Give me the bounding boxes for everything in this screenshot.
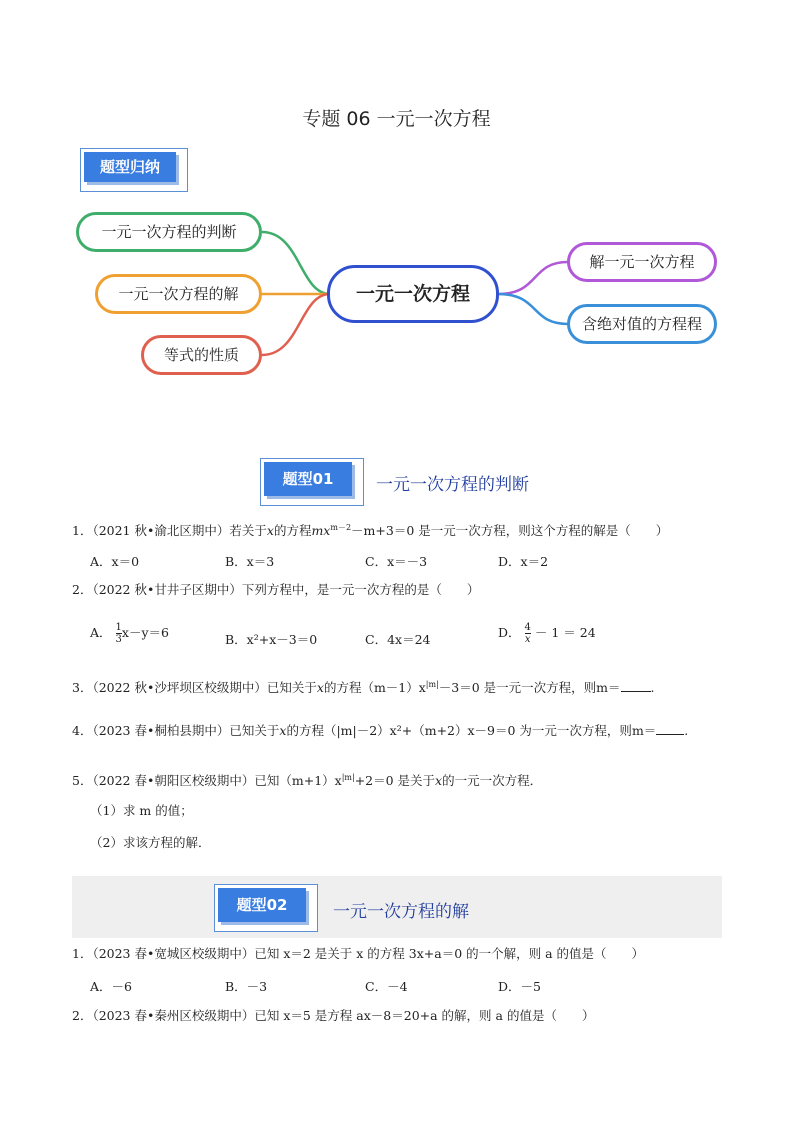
s1-question-1: 1．（2021 秋•渝北区期中）若关于x的方程$mx^{m-2}-m+3=0$ 是一元一次方程，则这个方程的解是（ ） — [72, 523, 669, 539]
page-title: 专题 06 一元一次方程 — [302, 108, 491, 130]
mindmap-node-solution: 一元一次方程的解 — [95, 274, 262, 314]
s2-q1-option-a: A．－6 — [90, 979, 132, 994]
s1-q5-sub-2: （2）求该方程的解． — [90, 835, 211, 850]
mindmap-center-node: 一元一次方程 — [327, 265, 499, 323]
s1-q2-option-d: D． $\frac{4}{x}$ － 1 ＝ 24 — [498, 622, 596, 645]
s1-q1-option-c: C．x＝－3 — [365, 554, 428, 569]
s1-q1-option-a: A．x＝0 — [90, 554, 140, 569]
s1-question-4: 4．（2023 春•桐柏县期中）已知关于x的方程（|m|－2）x²+（m+2）x－9＝0 为一元一次方程，则m＝ . — [72, 723, 689, 738]
s2-q1-option-c: C．－4 — [365, 979, 408, 994]
s2-question-1: 1．（2023 春•宽城区校级期中）已知 x＝2 是关于 x 的方程 3x+a＝0 的一个解，则 a 的值是（ ） — [72, 946, 645, 961]
answer-blank[interactable] — [656, 734, 684, 735]
mindmap-node-absolute: 含绝对值的方程程 — [567, 304, 717, 344]
mindmap-node-equality: 等式的性质 — [141, 335, 262, 375]
s1-question-3: 3．（2022 秋•沙坪坝区校级期中）已知关于x的方程$(m-1)x^{|m|}-3=0$ 是一元一次方程，则m＝ . — [72, 680, 655, 696]
section1-badge-frame — [260, 458, 364, 506]
summary-badge: 题型归纳 — [84, 152, 176, 182]
mindmap-node-judgement: 一元一次方程的判断 — [76, 212, 262, 252]
section2-title: 一元一次方程的解 — [333, 902, 469, 922]
s2-question-2: 2．（2023 春•秦州区校级期中）已知 x＝5 是方程 ax－8＝20+a 的解，则 a 的值是（ ） — [72, 1008, 595, 1023]
s2-q1-option-b: B．－3 — [225, 979, 268, 994]
s1-question-2: 2．（2022 秋•甘井子区期中）下列方程中，是一元一次方程的是（ ） — [72, 582, 480, 597]
section2-badge-frame — [214, 884, 318, 932]
s1-q1-option-d: D．x＝2 — [498, 554, 549, 569]
s1-q2-option-c: C．4x＝24 — [365, 632, 431, 647]
mindmap-node-solve: 解一元一次方程 — [567, 242, 717, 282]
section2-badge: 题型02 — [218, 888, 306, 922]
s1-q2-option-b: B．x²+x－3＝0 — [225, 632, 318, 647]
s2-q1-option-d: D．－5 — [498, 979, 541, 994]
s1-q5-sub-1: （1）求 m 的值； — [90, 803, 193, 818]
s1-q2-option-a: A． $\frac{1}{3}$ x－y＝6 — [90, 622, 169, 645]
s1-q1-option-b: B．x＝3 — [225, 554, 275, 569]
s1-question-5: 5．（2022 春•朝阳区校级期中）已知$(m+1)x^{|m|}+2=0$ 是关于x的一元一次方程． — [72, 773, 543, 789]
section1-title: 一元一次方程的判断 — [376, 475, 529, 495]
section1-badge: 题型01 — [264, 462, 352, 496]
summary-badge-frame — [80, 148, 188, 192]
answer-blank[interactable] — [621, 691, 651, 692]
